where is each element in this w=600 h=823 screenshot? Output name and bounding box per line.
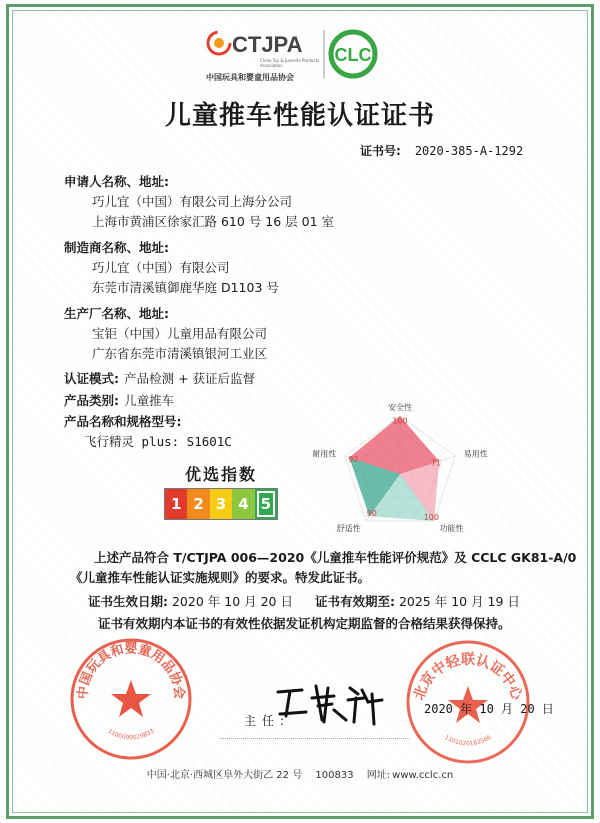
product-category-label: 产品类别: (64, 393, 119, 408)
radar-score-label: 92 (348, 454, 359, 464)
preferred-index (158, 462, 284, 528)
radar-axis-label: 安全性 (388, 403, 412, 412)
radar-score-label: 71 (430, 458, 442, 468)
footer-address: 中国·北京·西城区阜外大街乙 22 号 (146, 770, 303, 781)
radar-score-label: 90 (366, 508, 377, 518)
ctjpa-brand: CTJPA (232, 32, 303, 57)
footer (0, 766, 600, 781)
preferred-index-scale (164, 488, 278, 520)
radar-axis-label: 舒适性 (336, 524, 361, 534)
valid-from-value: 2020 年 10 月 20 日 (171, 594, 293, 609)
certification-mode-value: 产品检测 + 获证后监督 (124, 371, 256, 386)
preferred-index-title: 优选指数 (184, 465, 257, 484)
clc-logo (322, 28, 378, 80)
seal-star-icon (111, 680, 151, 717)
radar-sectors (349, 416, 442, 521)
radar-score-label: 100 (392, 416, 408, 426)
validity-dates (88, 592, 520, 610)
factory-label: 生产厂名称、地址: (64, 306, 169, 321)
statement-line-2: 《儿童推车性能认证实施规则》的要求。特发此证书。 (70, 570, 371, 585)
ctjpa-logo (206, 28, 320, 82)
cclc-seal-text: 北京中轻联认证中心 (411, 652, 525, 703)
radar-axis-label: 功能性 (439, 524, 464, 534)
issue-date: 2020 年 10 月 20 日 (424, 702, 554, 716)
certification-mode (64, 368, 255, 387)
product-model-value: 飞行精灵 plus: S1601C (84, 434, 232, 449)
cclc-seal-code: 1101020163566 (443, 733, 493, 748)
valid-to-value: 2025 年 10 月 19 日 (398, 594, 520, 609)
validity-note: 证书有效期内本证书的有效性依据发证机构定期监督的合格结果获得保持。 (98, 616, 511, 631)
footer-website[interactable]: www.cclc.cn (392, 770, 454, 781)
conformity-statement (70, 548, 577, 588)
certification-mode-label: 认证模式: (64, 371, 119, 386)
radar-axis-label: 耐用性 (312, 449, 337, 459)
certificate-title: 儿童推车性能认证证书 (164, 101, 435, 131)
certificate-number (360, 142, 523, 159)
clc-logo-text: CLC (334, 45, 372, 65)
valid-to-label: 证书有效期至: (314, 594, 395, 609)
preferred-index-level-2: 2 (187, 489, 209, 519)
applicant-name: 巧儿宜（中国）有限公司上海分公司 (92, 194, 293, 209)
manufacturer-address: 东莞市清溪镇御鹿华庭 D1103 号 (92, 280, 279, 295)
product-category (64, 390, 174, 409)
radar-axis-label: 易用性 (463, 449, 488, 459)
manufacturer-label: 制造商名称、地址: (64, 240, 169, 255)
ctjpa-chinese-name: 中国玩具和婴童用品协会 (206, 73, 294, 82)
preferred-index-level-1: 1 (165, 489, 187, 519)
ctjpa-seal-code: 1100000029833 (106, 727, 156, 742)
product-category-value: 儿童推车 (124, 393, 175, 408)
performance-radar-chart (300, 402, 510, 542)
product-model-label: 产品名称和规格型号: (64, 414, 182, 429)
ctjpa-seal (68, 636, 194, 762)
applicant-label: 申请人名称、地址: (64, 174, 169, 189)
ctjpa-seal-text: 中国玩具和婴童用品协会 (75, 641, 187, 700)
statement-line-1: 上述产品符合 T/CTJPA 006—2020《儿童推车性能评价规范》及 CCLC GK81-A/0 (94, 550, 577, 565)
svg-text:1101020163566 (443, 734, 492, 748)
certificate-number-value: 2020-385-A-1292 (414, 144, 524, 158)
footer-postcode: 100833 (315, 770, 354, 781)
ctjpa-mark-icon (206, 30, 232, 56)
factory-name: 宝钜（中国）儿童用品有限公司 (92, 326, 268, 341)
director-signature (272, 676, 392, 730)
applicant-address: 上海市黄浦区徐家汇路 610 号 16 层 01 室 (92, 214, 335, 229)
preferred-index-level-3: 3 (210, 489, 232, 519)
radar-score-label: 100 (423, 513, 440, 523)
valid-from-label: 证书生效日期: (88, 594, 168, 609)
svg-text:1100000029833 (106, 728, 155, 742)
factory-address: 广东省东莞市清溪镇银河工业区 (92, 346, 268, 361)
footer-website-label: 网址: (366, 770, 391, 781)
preferred-index-level-4: 4 (232, 489, 254, 519)
director-label: 主任: (244, 714, 291, 728)
manufacturer-name: 巧儿宜（中国）有限公司 (92, 260, 230, 275)
ctjpa-english-name: China Toy & Juvenile Products Association (260, 58, 320, 68)
preferred-index-level-5: 5 (255, 489, 277, 519)
certificate-number-label: 证书号: (360, 144, 401, 158)
signature-divider (220, 738, 410, 739)
